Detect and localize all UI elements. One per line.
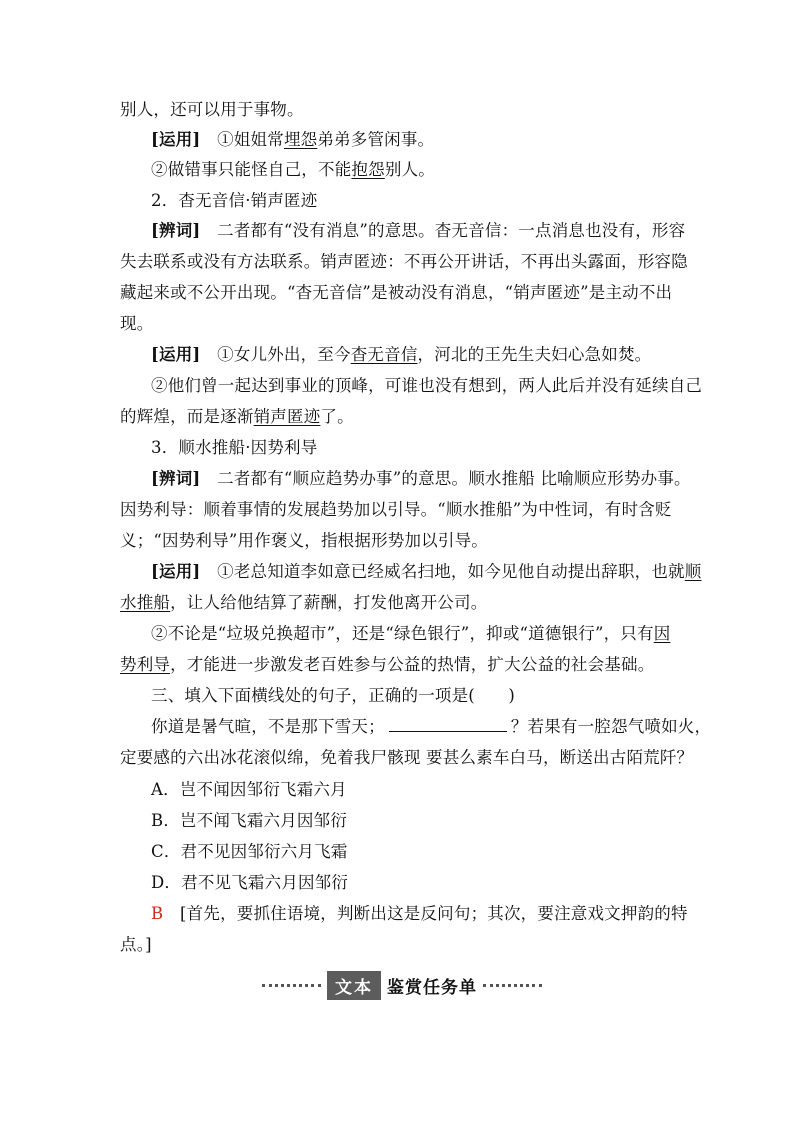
text: D．君不见飞霜六月因邹衍 (151, 873, 349, 892)
usage-line (151, 130, 680, 150)
usage-line (120, 593, 680, 613)
answer-line (120, 935, 680, 955)
text: 义；“因势利导”用作褒义，指根据形势加以引导。 (120, 531, 488, 550)
underlined-term: 水推船 (120, 593, 171, 612)
dotted-divider (262, 984, 321, 987)
question-text (151, 717, 712, 737)
usage-line (151, 160, 680, 180)
option-b (151, 811, 680, 831)
definition-tag: [辨词] (151, 469, 201, 488)
text: 别人。 (384, 160, 435, 179)
underlined-term: 因 (653, 624, 671, 643)
definition-line (120, 500, 680, 520)
usage-tag: [运用] (151, 345, 201, 364)
item-heading (151, 438, 680, 458)
text: ，河北的王先生夫妇心急如焚。 (417, 345, 652, 364)
usage-line (151, 624, 680, 644)
text: ，让人给他结算了薪酬，打发他离开公司。 (170, 593, 488, 612)
dotted-divider (483, 984, 542, 987)
text: 别人，还可以用于事物。 (120, 100, 304, 119)
text: ？若果有一腔怨气喷如火， (510, 717, 712, 736)
text: C．君不见因邹衍六月飞霜 (151, 842, 348, 861)
text: B．岂不闻飞霜六月因邹衍 (151, 811, 348, 830)
question-text (120, 748, 694, 768)
explanation: [首先，要抓住语境，判断出这是反问句；其次，要注意戏文押韵的特 (180, 904, 688, 923)
text: ①女儿外出，至今 (217, 345, 351, 364)
text: 了。 (320, 407, 354, 426)
text: ，才能进一步激发老百姓参与公益的热情，扩大公益的社会基础。 (170, 655, 655, 674)
answer-line (151, 904, 688, 924)
underlined-term: 埋怨 (283, 130, 318, 149)
text: 2．杳无音信·销声匿迹 (151, 191, 318, 210)
underlined-term: 抱怨 (351, 160, 385, 179)
text: ②他们曾一起达到事业的顶峰，可谁也没有想到，两人此后并没有延续自己 (151, 376, 703, 395)
paragraph-line (120, 100, 680, 120)
text: ①姐姐常 (217, 130, 284, 149)
text: 定要感的六出冰花滚似绵，免着我尸骸现 要甚么素车白马，断送出古陌荒阡？ (120, 748, 694, 767)
text: 二者都有“没有消息”的意思。杳无音信：一点消息也没有，形容 (217, 221, 686, 240)
text: 失去联系或没有方法联系。销声匿迹：不再公开讲话，不再出头露面，形容隐 (120, 252, 688, 271)
text: 弟弟多管闲事。 (317, 130, 435, 149)
definition-line (120, 252, 688, 272)
usage-line (151, 345, 680, 365)
section-box: 文本 (327, 971, 381, 1000)
usage-tag: [运用] (151, 130, 201, 149)
item-heading (151, 191, 680, 211)
definition-line (151, 469, 691, 489)
text: 二者都有“顺应趋势办事”的意思。顺水推船 比喻顺应形势办事。 (217, 469, 691, 488)
text: 因势利导：顺着事情的发展趋势加以引导。“顺水推船”为中性词，有时含贬 (120, 500, 672, 519)
usage-tag: [运用] (151, 562, 201, 581)
answer-letter: B (151, 904, 164, 923)
option-c (151, 842, 680, 862)
answer-blank (389, 717, 507, 732)
text: 藏起来或不公开出现。“杳无音信”是被动没有消息，“销声匿迹”是主动不出 (120, 283, 673, 302)
underlined-term: 销声匿迹 (253, 407, 321, 426)
text: ②做错事只能怪自己，不能 (151, 160, 352, 179)
text: A．岂不闻因邹衍飞霜六月 (151, 780, 347, 799)
text: 你道是暑气暄，不是那下雪天； (151, 717, 385, 736)
text: ①老总知道李如意已经威名扫地，如今见他自动提出辞职，也就 (217, 562, 685, 581)
underlined-term: 顺 (684, 562, 702, 581)
definition-line (120, 283, 680, 303)
definition-line (120, 531, 680, 551)
option-a (151, 780, 680, 800)
usage-line (151, 376, 703, 396)
text: 的辉煌，而是逐渐 (120, 407, 254, 426)
usage-line (120, 407, 680, 427)
usage-line (151, 562, 702, 582)
option-d (151, 873, 680, 893)
text: 3．顺水推船·因势利导 (151, 438, 318, 457)
underlined-term: 势利导 (120, 655, 171, 674)
text: ②不论是“垃圾兑换超市”，还是“绿色银行”，抑或“道德银行”，只有 (151, 624, 654, 643)
definition-line (120, 314, 680, 334)
underlined-term: 杳无音信 (350, 345, 418, 364)
section-banner (262, 972, 542, 998)
text: 三、填入下面横线处的句子，正确的一项是( ) (151, 686, 515, 705)
explanation: 点。] (120, 935, 152, 954)
usage-line (120, 655, 680, 675)
definition-line (151, 221, 686, 241)
text: 现。 (120, 314, 154, 333)
question-heading (151, 686, 680, 706)
section-title: 鉴赏任务单 (387, 977, 477, 998)
definition-tag: [辨词] (151, 221, 201, 240)
